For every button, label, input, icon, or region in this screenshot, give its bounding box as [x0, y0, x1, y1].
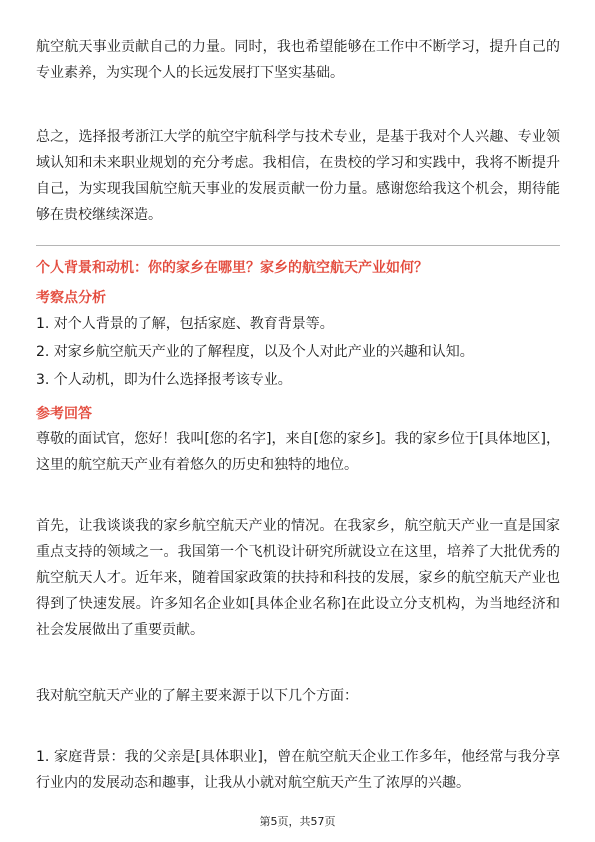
question-title: 个人背景和动机：你的家乡在哪里？家乡的航空航天产业如何？ — [36, 260, 428, 276]
answer-heading: 参考回答 — [36, 406, 92, 422]
answer-paragraph: 首先，让我谈谈我的家乡航空航天产业的情况。在我家乡，航空航天产业一直是国家重点支持的领域之一。我国第一个飞机设计研究所就设立在这里，培养了大批优秀的航空航天人才。近年来，随着国家政策的扶持和科技的发展，家乡的航空航天产业也得到了快速发展。许多知名企业如[具体企业名称]在此设立分支机构，为当地经济和社会发展做出了重要贡献。 — [36, 518, 560, 638]
section-divider — [36, 245, 560, 246]
analysis-item: 1. 对个人背景的了解，包括家庭、教育背景等。 — [36, 316, 334, 332]
analysis-item: 3. 个人动机，即为什么选择报考该专业。 — [36, 372, 292, 388]
answer-paragraph: 我对航空航天产业的了解主要来源于以下几个方面： — [36, 688, 358, 704]
analysis-heading: 考察点分析 — [36, 290, 106, 306]
analysis-item: 2. 对家乡航空航天产业的了解程度，以及个人对此产业的兴趣和认知。 — [36, 344, 474, 360]
intro-paragraph-1: 航空航天事业贡献自己的力量。同时，我也希望能够在工作中不断学习，提升自己的专业素养，为实现个人的长远发展打下坚实基础。 — [36, 39, 560, 81]
intro-paragraph-2: 总之，选择报考浙江大学的航空宇航科学与技术专业，是基于我对个人兴趣、专业领域认知和未来职业规划的充分考虑。我相信，在贵校的学习和实践中，我将不断提升自己，为实现我国航空航天事业的发展贡献一份力量。感谢您给我这个机会，期待能够在贵校继续深造。 — [36, 129, 560, 223]
answer-paragraph: 1. 家庭背景：我的父亲是[具体职业]，曾在航空航天企业工作多年，他经常与我分享行业内的发展动态和趣事，让我从小就对航空航天产生了浓厚的兴趣。 — [36, 749, 560, 791]
page-number-footer: 第5页，共57页 — [259, 815, 336, 828]
answer-paragraph: 尊敬的面试官，您好！我叫[您的名字]，来自[您的家乡]。我的家乡位于[具体地区]，这里的航空航天产业有着悠久的历史和独特的地位。 — [36, 431, 560, 473]
